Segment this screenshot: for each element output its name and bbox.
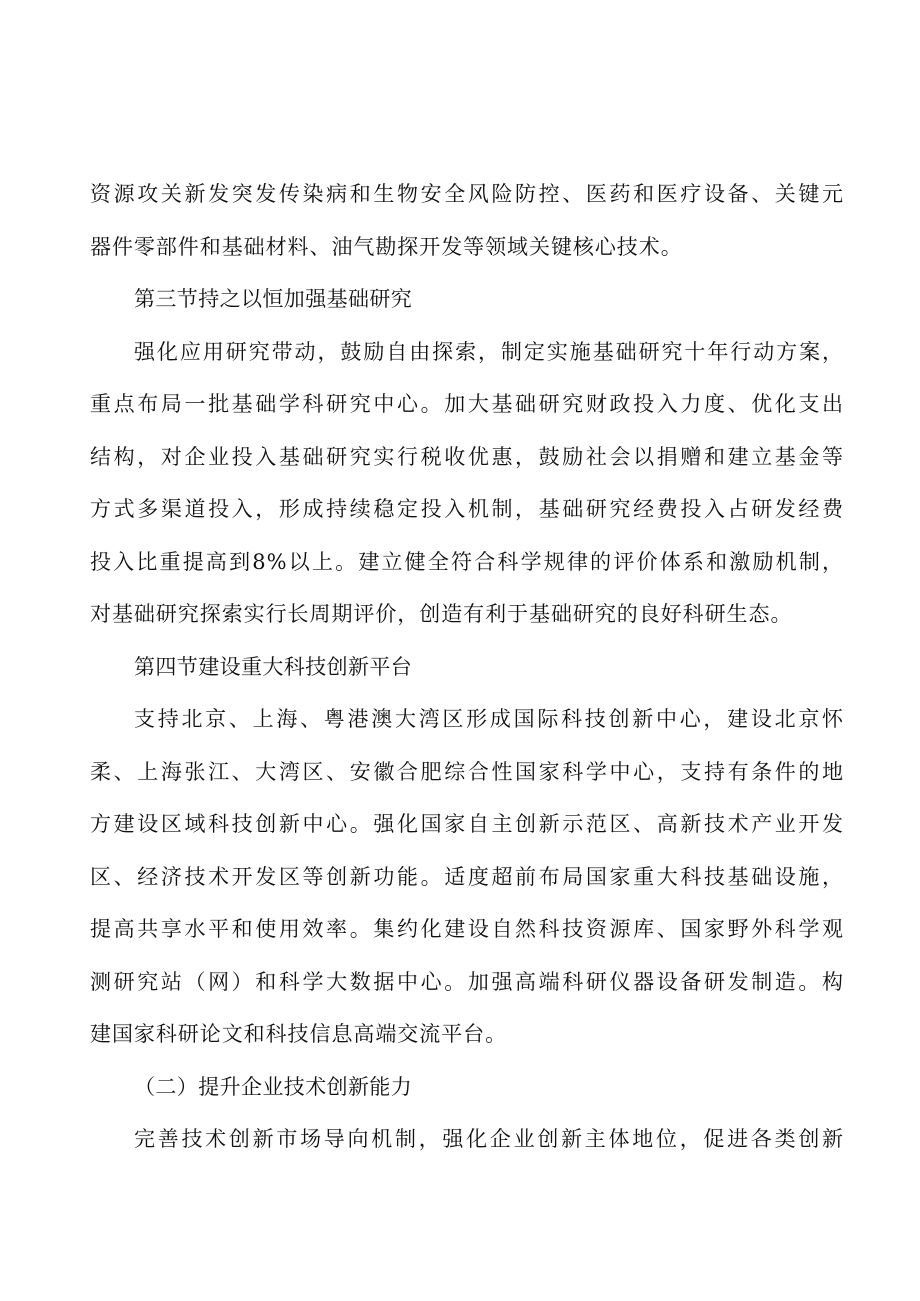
paragraph-line: 方建设区域科技创新中心。强化国家自主创新示范区、高新技术产业开发	[90, 812, 844, 836]
document-body	[90, 168, 844, 1166]
paragraph-line: 提高共享水平和使用效率。集约化建设自然科技资源库、国家野外科学观	[90, 917, 844, 941]
section-heading: 第三节持之以恒加强基础研究	[134, 287, 413, 311]
paragraph-line: 结构，对企业投入基础研究实行税收优惠，鼓励社会以捐赠和建立基金等	[90, 444, 844, 469]
paragraph-line: 建国家科研论文和科技信息高端交流平台。	[90, 1022, 508, 1046]
paragraph-line: 完善技术创新市场导向机制，强化企业创新主体地位，促进各类创新	[134, 1127, 844, 1151]
paragraph-line: 强化应用研究带动，鼓励自由探索，制定实施基础研究十年行动方案，	[134, 339, 844, 364]
subsection-heading: （二）提升企业技术创新能力	[134, 1074, 413, 1099]
paragraph-line: 对基础研究探索实行长周期评价，创造有利于基础研究的良好科研生态。	[90, 602, 793, 626]
paragraph-line: 支持北京、上海、粤港澳大湾区形成国际科技创新中心，建设北京怀	[134, 707, 844, 731]
section-heading: 第四节建设重大科技创新平台	[134, 654, 413, 679]
paragraph-line: 资源攻关新发突发传染病和生物安全风险防控、医药和医疗设备、关键元	[90, 182, 844, 206]
paragraph-line: 投入比重提高到8%以上。建立健全符合科学规律的评价体系和激励机制，	[90, 549, 844, 574]
paragraph-line: 器件零部件和基础材料、油气勘探开发等领域关键核心技术。	[90, 234, 683, 259]
paragraph-line: 区、经济技术开发区等创新功能。适度超前布局国家重大科技基础设施，	[90, 864, 844, 889]
paragraph-line: 测研究站（网）和科学大数据中心。加强高端科研仪器设备研发制造。构	[90, 969, 844, 994]
paragraph-line: 方式多渠道投入，形成持续稳定投入机制，基础研究经费投入占研发经费	[90, 497, 844, 521]
paragraph-line: 重点布局一批基础学科研究中心。加大基础研究财政投入力度、优化支出	[90, 392, 844, 416]
paragraph-line: 柔、上海张江、大湾区、安徽合肥综合性国家科学中心，支持有条件的地	[90, 759, 844, 784]
